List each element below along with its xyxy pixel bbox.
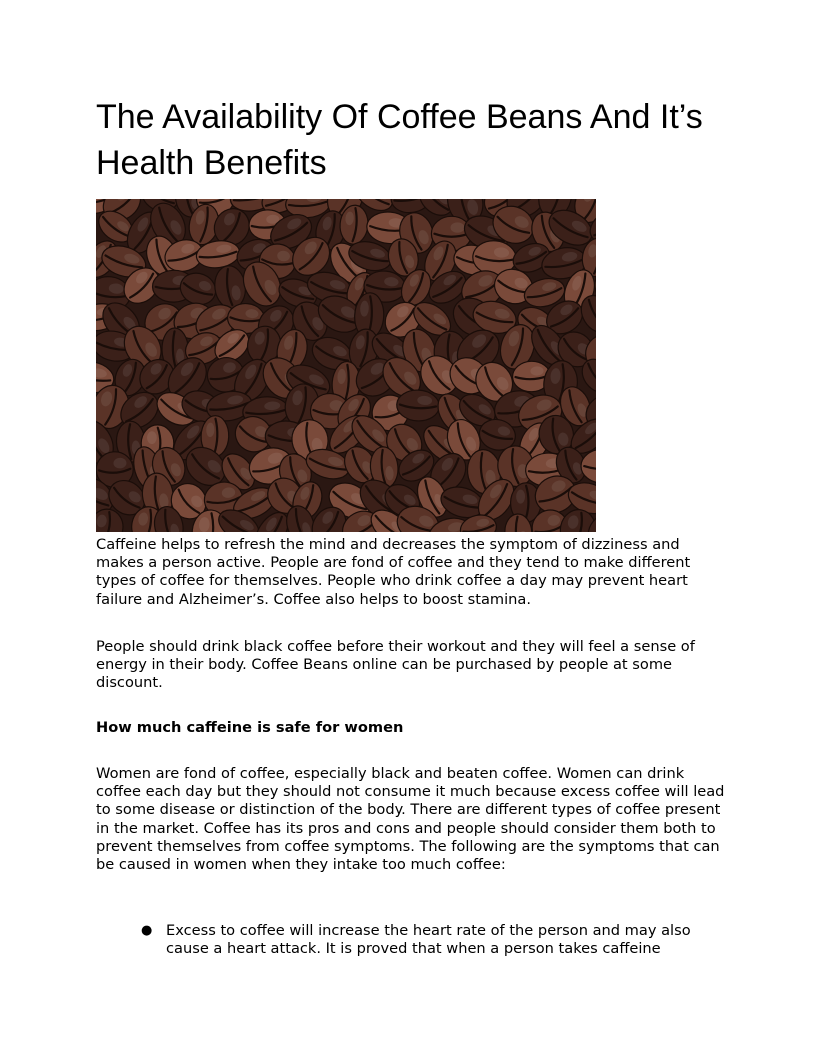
bullet-icon: ●: [141, 923, 153, 938]
workout-paragraph: People should drink black coffee before their workout and they will feel a sense of energy in their body. Coffee Beans online can be purchased by people at some discount.: [96, 638, 695, 692]
list-item: [96, 922, 726, 958]
coffee-beans-illustration: [96, 199, 596, 532]
women-paragraph: Women are fond of coffee, especially black and beaten coffee. Women can drink coffee each day but they should not consume it much because excess coffee will lead to some disease or distinction of the body. There are different types of coffee present in the market. Coffee has its pros and cons and people should consider them both to prevent themselves from coffee symptoms. The following are the symptoms that can be caused in women when they intake too much coffee:: [96, 765, 725, 874]
symptoms-list: [96, 922, 726, 958]
document-title: The Availability Of Coffee Beans And It’s Health Benefits: [96, 98, 703, 182]
coffee-beans-image: [96, 199, 596, 532]
list-item-text: Excess to coffee will increase the heart rate of the person and may also cause a heart attack. It is proved that when a person takes caffeine: [166, 922, 691, 958]
section-subheading: How much caffeine is safe for women: [96, 719, 404, 736]
intro-paragraph: Caffeine helps to refresh the mind and decreases the symptom of dizziness and makes a person active. People are fond of coffee and they tend to make different types of coffee for themselves. People who drink coffee a day may prevent heart failure and Alzheimer’s. Coffee also helps to boost stamina.: [96, 536, 691, 608]
